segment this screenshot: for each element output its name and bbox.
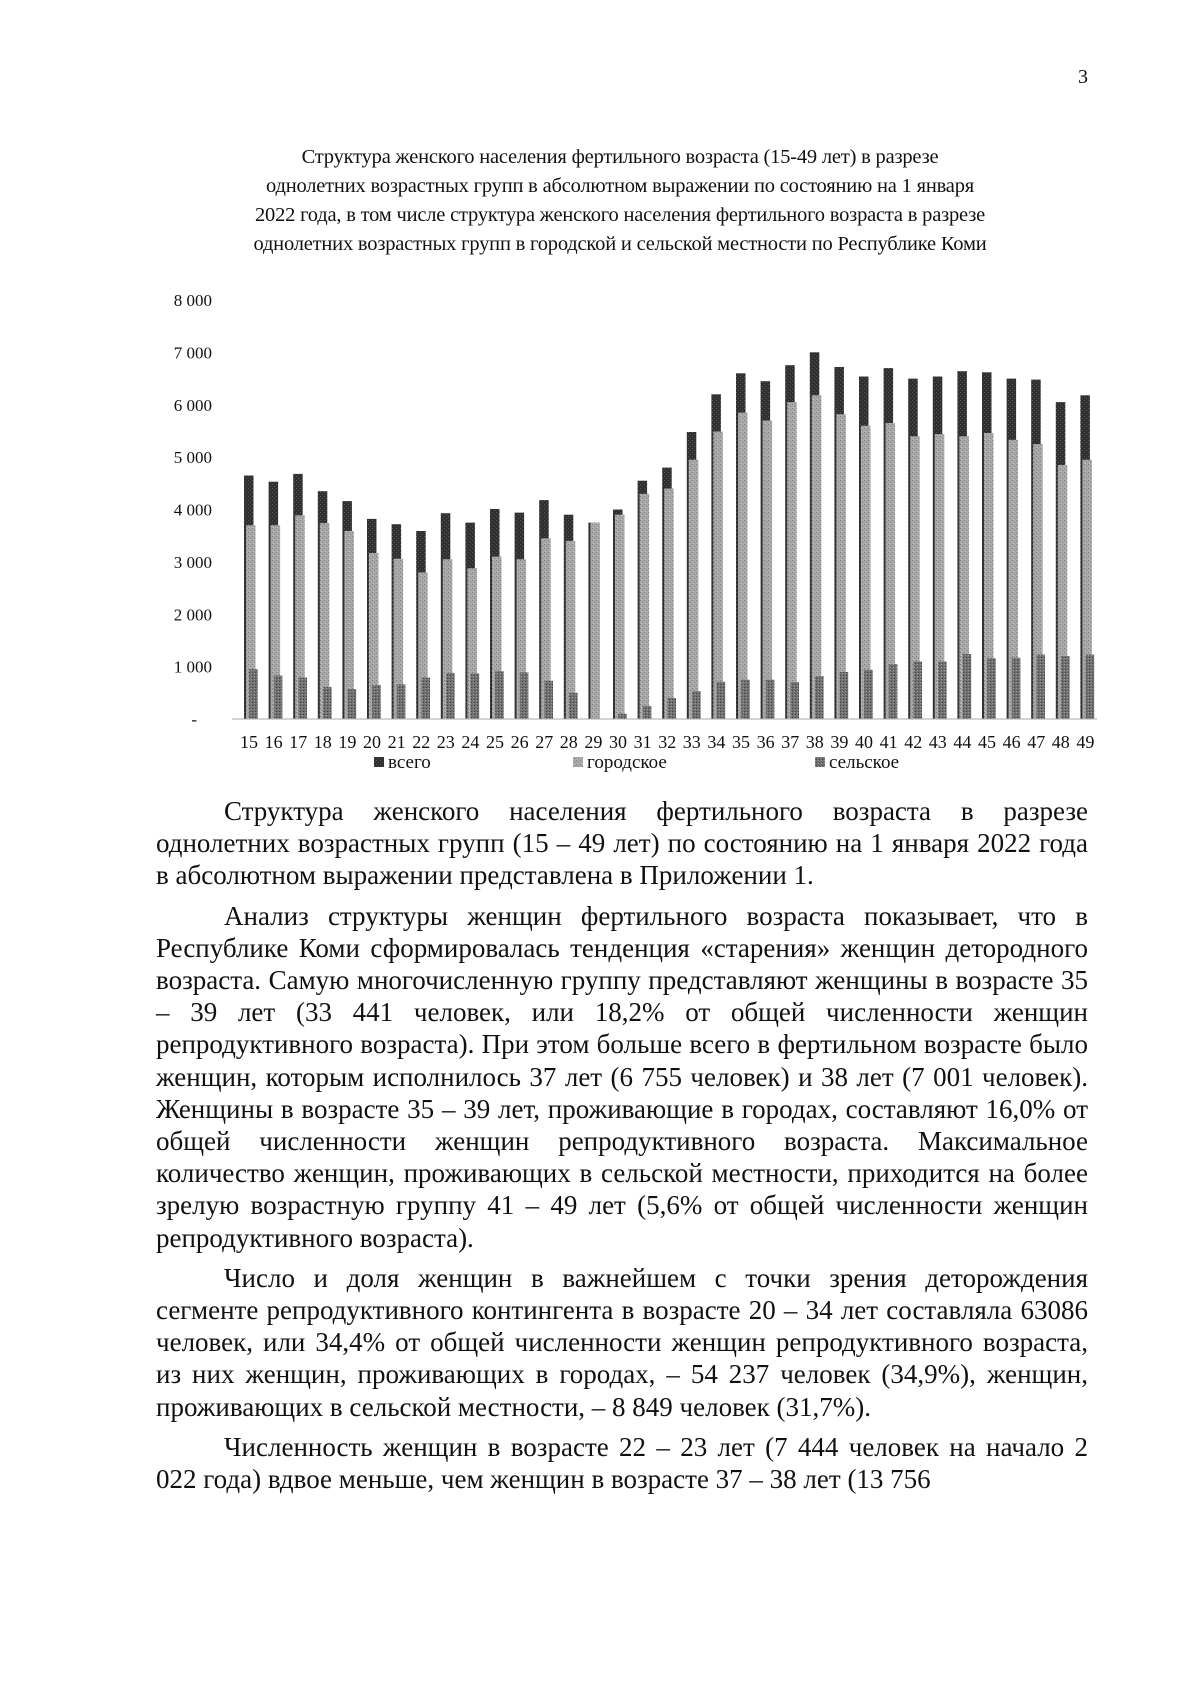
bar-rural [446,673,455,719]
chart-title-line: однолетних возрастных групп в абсолютном выражении по состоянию на 1 января [266,175,974,197]
x-axis-labels [240,732,1094,752]
x-tick-label: 36 [756,732,775,752]
bar-urban [640,494,650,719]
paragraph: Число и доля женщин в важнейшем с точки зрения деторождения сегменте репродуктивного контингента в возрасте 20 – 34 лет составляла 63086 человек, или 34,4% от общей численности женщин репродуктивного возраста, из них женщин, проживающих в городах, – 54 237 человек (34,9%), женщин, проживающих в сельской местности, – 8 849 человек (31,7%). [156,1262,1088,1422]
bar-rural [963,654,972,719]
bar-rural [348,689,357,719]
legend-swatch [573,757,583,767]
bar-rural [618,714,627,719]
legend-swatch [815,757,825,767]
y-tick-label: 4 000 [173,500,212,520]
x-tick-label: 15 [240,732,258,752]
y-tick-label: 1 000 [173,657,212,677]
x-tick-label: 32 [658,732,677,752]
bar-urban [812,395,822,719]
x-tick-label: 42 [904,732,923,752]
bar-rural [643,706,652,719]
x-tick-label: 48 [1051,732,1070,752]
bar-rural [717,682,726,719]
bar-rural [913,661,922,719]
x-tick-label: 29 [584,732,603,752]
bar-rural [274,676,283,720]
x-tick-label: 27 [535,732,554,752]
legend [374,752,899,773]
x-tick-label: 37 [781,732,800,752]
bar-rural [495,671,504,719]
x-tick-label: 22 [412,732,431,752]
x-tick-label: 38 [805,732,824,752]
x-tick-label: 47 [1027,732,1046,752]
chart-title-line: Структура женского населения фертильного возраста (15-49 лет) в разрезе [301,146,939,168]
chart-title-line: 2022 года, в том числе структура женского населения фертильного возраста в разрезе [254,204,985,226]
legend-swatch [374,757,384,767]
bar-chart [0,0,1200,800]
chart-title-line: однолетних возрастных групп в городской и сельской местности по Республике Коми [253,233,987,255]
bar-rural [1061,656,1070,719]
body-text [156,795,1088,1503]
x-tick-label: 43 [928,732,947,752]
bar-rural [421,678,430,719]
x-tick-label: 44 [953,732,972,752]
bar-urban [615,515,625,719]
bar-rural [864,670,873,719]
bar-rural [520,672,529,719]
paragraph: Анализ структуры женщин фертильного возраста показывает, что в Республике Коми сформировалась тенденция «старения» женщин детородного возраста. Самую многочисленную группу представляют женщины в возрасте 35 – 39 лет (33 441 человек, или 18,2% от общей численности женщин репродуктивного возраста). При этом больше всего в фертильном возрасте было женщин, которым исполнилось 37 лет (6 755 человек) и 38 лет (7 001 человек). Женщины в возрасте 35 – 39 лет, проживающие в городах, составляют 16,0% от общей численности женщин репродуктивного возраста. Максимальное количество женщин, проживающих в сельской местности, приходится на более зрелую возрастную группу 41 – 49 лет (5,6% от общей численности женщин репродуктивного возраста). [156,900,1088,1253]
y-tick-label: - [191,710,197,729]
y-tick-label: 6 000 [173,395,212,415]
y-axis-labels [174,291,212,729]
bar-urban [763,421,773,720]
x-tick-label: 24 [461,732,480,752]
bar-rural [766,680,775,719]
bar-rural [298,678,307,719]
bar-rural [323,687,332,719]
x-tick-label: 45 [978,732,996,752]
y-tick-label: 3 000 [173,552,212,572]
x-tick-label: 34 [707,732,726,752]
bar-rural [741,680,750,719]
x-tick-label: 21 [387,732,406,752]
x-tick-label: 40 [855,732,873,752]
x-tick-label: 17 [289,732,308,752]
bar-rural [840,672,849,719]
bar-rural [397,684,406,719]
bar-urban [566,541,576,719]
x-tick-label: 18 [313,732,332,752]
paragraph: Численность женщин в возрасте 22 – 23 лет (7 444 человек на начало 2 022 года) вдвое меньше, чем женщин в возрасте 37 – 38 лет (13 756 [156,1431,1088,1495]
x-tick-label: 28 [559,732,578,752]
y-tick-label: 5 000 [173,448,212,468]
x-tick-label: 19 [338,732,357,752]
bar-urban [664,489,674,720]
x-tick-label: 46 [1002,732,1021,752]
bar-rural [667,698,676,719]
legend-label: городское [587,752,667,773]
x-tick-label: 20 [363,732,381,752]
bar-rural [372,685,381,719]
y-tick-label: 8 000 [173,291,212,310]
y-tick-label: 7 000 [173,343,212,363]
y-tick-label: 2 000 [173,605,212,625]
bar-rural [544,681,553,719]
bars [244,352,1094,719]
x-tick-label: 49 [1076,732,1095,752]
bar-urban [787,402,797,719]
bar-rural [569,693,578,719]
x-tick-label: 39 [830,732,849,752]
bar-rural [471,673,480,719]
x-tick-label: 16 [264,732,283,752]
bar-urban [590,523,600,719]
x-tick-label: 26 [510,732,529,752]
x-tick-label: 23 [436,732,455,752]
bar-urban [689,460,699,719]
x-tick-label: 35 [732,732,750,752]
bar-urban [738,413,748,719]
x-tick-label: 30 [609,732,627,752]
x-tick-label: 25 [486,732,504,752]
bar-urban [713,432,723,720]
bar-rural [1036,655,1045,719]
bar-rural [815,676,824,719]
paragraph: Структура женского населения фертильного возраста в разрезе однолетних возрастных групп (15 – 49 лет) по состоянию на 1 января 2022 года в абсолютном выражении представлена в Приложении 1. [156,796,1088,891]
legend-label: сельское [829,752,900,773]
bar-rural [790,682,799,719]
bar-rural [1012,658,1021,719]
bar-rural [938,661,947,719]
legend-label: всего [388,752,431,773]
bar-rural [1086,655,1095,719]
x-tick-label: 33 [682,732,701,752]
bar-rural [987,658,996,719]
bar-rural [889,664,898,719]
bar-rural [692,691,701,719]
x-tick-label: 31 [633,732,652,752]
bar-rural [249,669,258,719]
page-number: 3 [1078,66,1088,88]
x-tick-label: 41 [879,732,898,752]
